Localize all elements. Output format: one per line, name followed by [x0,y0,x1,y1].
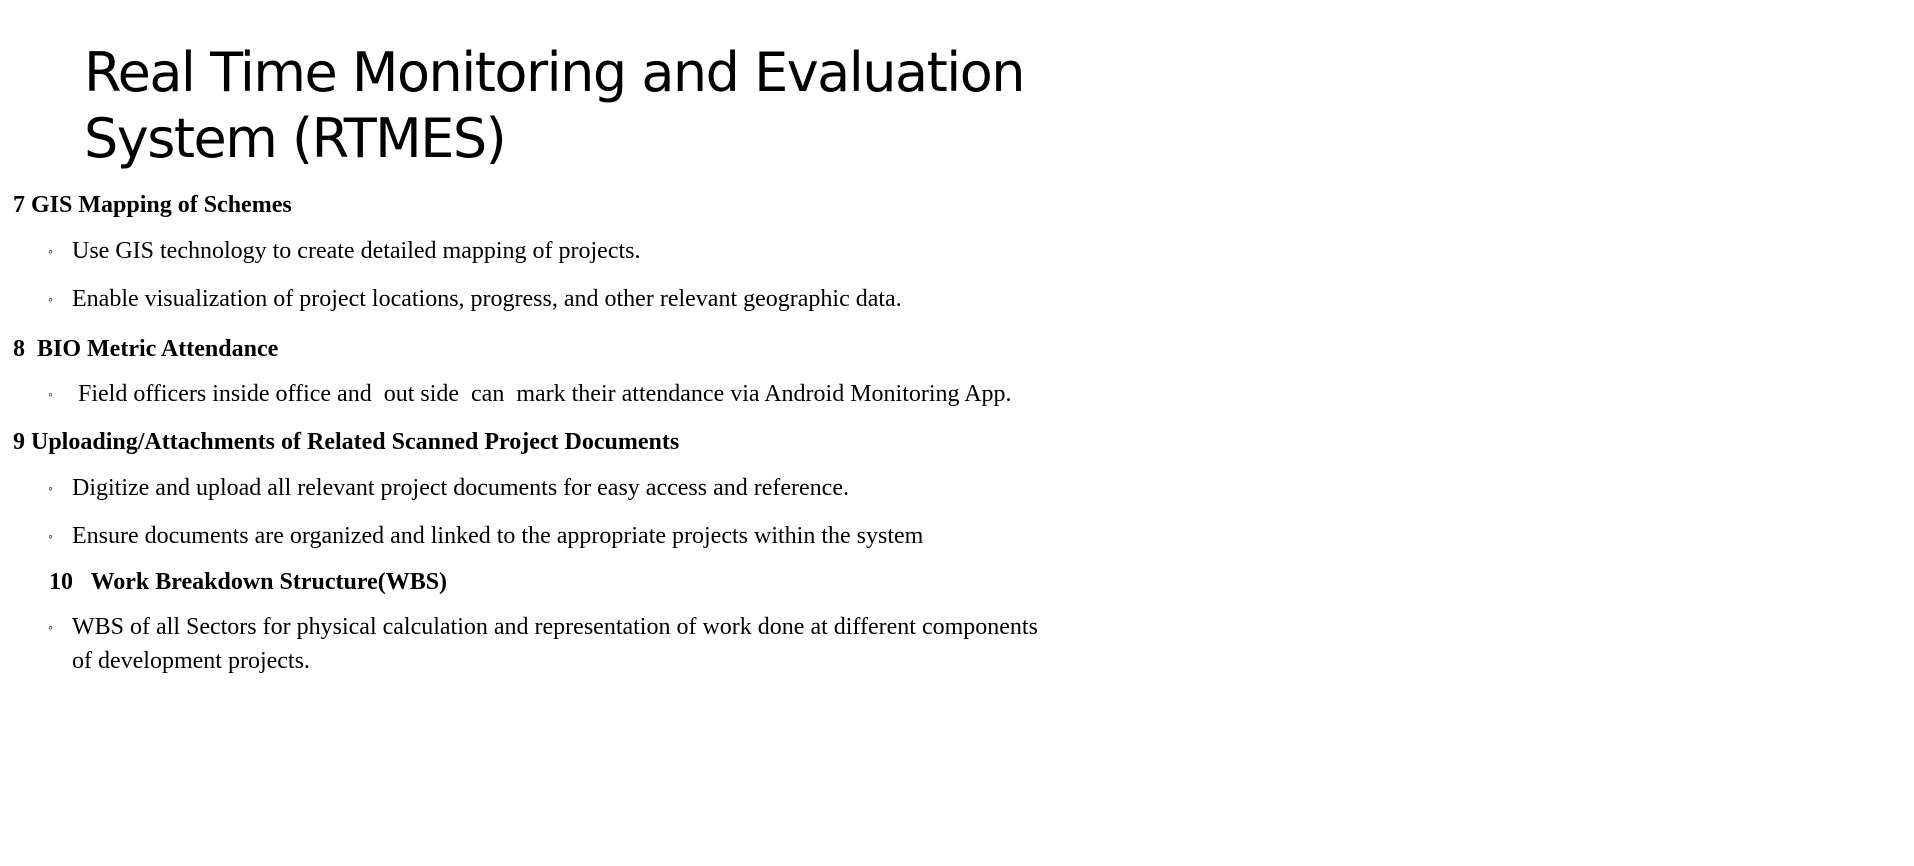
list-item [13,519,1063,553]
list-item [13,377,1063,411]
list-item [13,234,1063,268]
list-item [13,282,1063,316]
section-heading: 10 Work Breakdown Structure(WBS) [49,569,448,595]
list-item-text: WBS of all Sectors for physical calculation and representation of work done at different components of development projects. [72,614,1038,674]
section-heading: 8 BIO Metric Attendance [13,336,279,362]
list-item-text: Use GIS technology to create detailed mapping of projects. [72,238,641,264]
slide-body [13,190,1063,678]
bullet-icon: ◦ [48,482,53,497]
bullet-icon: ◦ [48,530,53,545]
section-heading: 7 GIS Mapping of Schemes [13,192,292,218]
bullet-icon: ◦ [48,245,53,260]
list-item-text: Field officers inside office and out side can mark their attendance via Android Monitoring App. [72,381,1012,407]
list-item [13,471,1063,505]
list-item-text: Ensure documents are organized and linked to the appropriate projects within the system [72,523,924,549]
bullet-list [13,471,1063,553]
section-work-breakdown-structure [13,567,1063,678]
section-heading: 9 Uploading/Attachments of Related Scanned Project Documents [13,429,680,455]
bullet-list [13,377,1063,411]
section-document-uploads [13,427,1063,553]
list-item-text: Digitize and upload all relevant project documents for easy access and reference. [72,475,849,501]
section-biometric-attendance [13,334,1063,411]
page-title: Real Time Monitoring and Evaluation System (RTMES) [84,41,1025,170]
bullet-list [13,610,1063,678]
bullet-list [13,234,1063,316]
bullet-icon: ◦ [48,621,53,636]
bullet-icon: ◦ [48,388,53,403]
list-item-text: Enable visualization of project locations, progress, and other relevant geographic data. [72,286,902,312]
section-gis-mapping [13,190,1063,316]
bullet-icon: ◦ [48,293,53,308]
list-item [13,610,1063,678]
